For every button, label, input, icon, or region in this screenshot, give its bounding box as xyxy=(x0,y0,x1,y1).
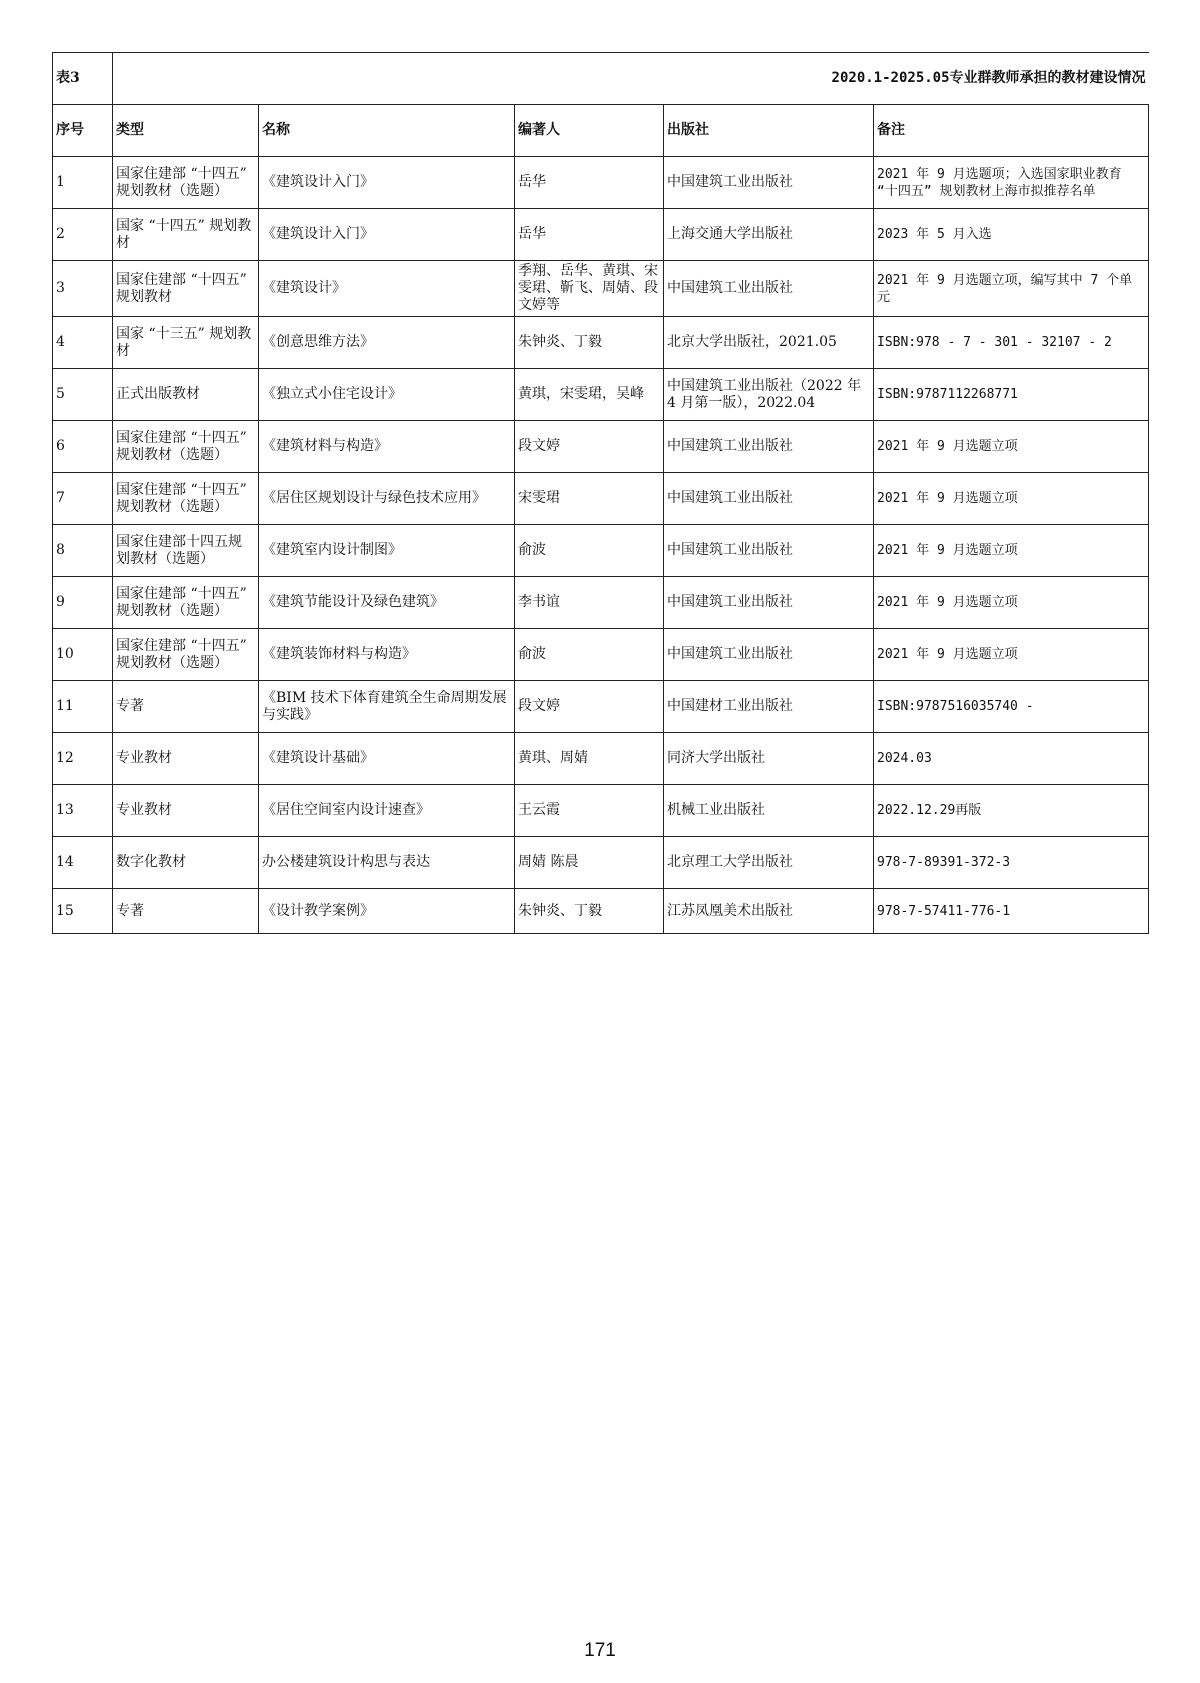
table-label: 表3 xyxy=(53,53,113,105)
cell-name: 《建筑材料与构造》 xyxy=(259,421,515,473)
cell-type: 专业教材 xyxy=(113,785,259,837)
page-number: 171 xyxy=(584,1640,616,1661)
cell-index: 3 xyxy=(53,261,113,317)
cell-index: 14 xyxy=(53,837,113,889)
cell-name: 《建筑设计入门》 xyxy=(259,157,515,209)
cell-name: 《建筑设计》 xyxy=(259,261,515,317)
cell-remarks: ISBN:9787112268771 xyxy=(874,369,1149,421)
cell-remarks: 2021 年 9 月选题立项 xyxy=(874,629,1149,681)
cell-type: 正式出版教材 xyxy=(113,369,259,421)
cell-remarks: 2024.03 xyxy=(874,733,1149,785)
cell-type: 专著 xyxy=(113,681,259,733)
header-index: 序号 xyxy=(53,105,113,157)
cell-publisher: 中国建筑工业出版社 xyxy=(664,261,874,317)
table-row xyxy=(53,681,1149,733)
cell-index: 12 xyxy=(53,733,113,785)
cell-publisher: 北京大学出版社，2021.05 xyxy=(664,317,874,369)
cell-author: 俞波 xyxy=(515,629,664,681)
cell-author: 周婧 陈晨 xyxy=(515,837,664,889)
cell-name: 《创意思维方法》 xyxy=(259,317,515,369)
cell-publisher: 中国建筑工业出版社（2022 年 4 月第一版），2022.04 xyxy=(664,369,874,421)
cell-publisher: 机械工业出版社 xyxy=(664,785,874,837)
cell-author: 王云霞 xyxy=(515,785,664,837)
cell-type: 专著 xyxy=(113,889,259,934)
cell-index: 1 xyxy=(53,157,113,209)
cell-author: 黄琪、周婧 xyxy=(515,733,664,785)
cell-name: 《独立式小住宅设计》 xyxy=(259,369,515,421)
cell-remarks: 978-7-57411-776-1 xyxy=(874,889,1149,934)
table-row xyxy=(53,577,1149,629)
cell-type: 国家住建部 “十四五” 规划教材（选题） xyxy=(113,473,259,525)
cell-name: 《建筑装饰材料与构造》 xyxy=(259,629,515,681)
cell-type: 国家 “十三五” 规划教材 xyxy=(113,317,259,369)
cell-type: 国家住建部 “十四五” 规划教材 xyxy=(113,261,259,317)
cell-remarks: ISBN:978 - 7 - 301 - 32107 - 2 xyxy=(874,317,1149,369)
cell-remarks: 2021 年 9 月选题立项 xyxy=(874,525,1149,577)
cell-index: 15 xyxy=(53,889,113,934)
cell-index: 11 xyxy=(53,681,113,733)
table-row xyxy=(53,473,1149,525)
cell-remarks: 2021 年 9 月选题立项，编写其中 7 个单元 xyxy=(874,261,1149,317)
table-row xyxy=(53,629,1149,681)
cell-author: 朱钟炎、丁毅 xyxy=(515,317,664,369)
cell-publisher: 中国建筑工业出版社 xyxy=(664,577,874,629)
cell-publisher: 同济大学出版社 xyxy=(664,733,874,785)
cell-name: 《居住空间室内设计速查》 xyxy=(259,785,515,837)
cell-publisher: 江苏凤凰美术出版社 xyxy=(664,889,874,934)
cell-author: 李书谊 xyxy=(515,577,664,629)
header-name: 名称 xyxy=(259,105,515,157)
cell-type: 国家住建部 “十四五” 规划教材（选题） xyxy=(113,577,259,629)
cell-author: 岳华 xyxy=(515,157,664,209)
cell-publisher: 北京理工大学出版社 xyxy=(664,837,874,889)
cell-remarks: 2021 年 9 月选题立项 xyxy=(874,577,1149,629)
header-author: 编著人 xyxy=(515,105,664,157)
cell-remarks: ISBN:9787516035740 - xyxy=(874,681,1149,733)
cell-index: 4 xyxy=(53,317,113,369)
cell-publisher: 中国建筑工业出版社 xyxy=(664,473,874,525)
header-type: 类型 xyxy=(113,105,259,157)
cell-name: 办公楼建筑设计构思与表达 xyxy=(259,837,515,889)
table-title-row xyxy=(53,53,1149,105)
cell-type: 国家 “十四五” 规划教材 xyxy=(113,209,259,261)
cell-publisher: 中国建筑工业出版社 xyxy=(664,421,874,473)
cell-remarks: 2021 年 9 月选题项；入选国家职业教育 “十四五” 规划教材上海市拟推荐名单 xyxy=(874,157,1149,209)
cell-remarks: 2021 年 9 月选题立项 xyxy=(874,473,1149,525)
cell-author: 岳华 xyxy=(515,209,664,261)
cell-publisher: 上海交通大学出版社 xyxy=(664,209,874,261)
table-caption: 2020.1-2025.05专业群教师承担的教材建设情况 xyxy=(113,53,1149,105)
table-row xyxy=(53,369,1149,421)
table-row xyxy=(53,785,1149,837)
cell-index: 8 xyxy=(53,525,113,577)
cell-type: 国家住建部十四五规划教材（选题） xyxy=(113,525,259,577)
cell-publisher: 中国建筑工业出版社 xyxy=(664,157,874,209)
cell-type: 数字化教材 xyxy=(113,837,259,889)
cell-name: 《设计教学案例》 xyxy=(259,889,515,934)
cell-type: 国家住建部 “十四五” 规划教材（选题） xyxy=(113,421,259,473)
cell-index: 2 xyxy=(53,209,113,261)
cell-remarks: 2021 年 9 月选题立项 xyxy=(874,421,1149,473)
cell-name: 《建筑节能设计及绿色建筑》 xyxy=(259,577,515,629)
cell-author: 段文婷 xyxy=(515,681,664,733)
cell-name: 《建筑设计基础》 xyxy=(259,733,515,785)
cell-index: 5 xyxy=(53,369,113,421)
cell-author: 黄琪，宋雯珺，吴峰 xyxy=(515,369,664,421)
cell-publisher: 中国建筑工业出版社 xyxy=(664,629,874,681)
table-row xyxy=(53,733,1149,785)
header-remarks: 备注 xyxy=(874,105,1149,157)
cell-type: 国家住建部 “十四五” 规划教材（选题） xyxy=(113,629,259,681)
cell-index: 6 xyxy=(53,421,113,473)
table-row xyxy=(53,889,1149,934)
cell-index: 13 xyxy=(53,785,113,837)
cell-type: 专业教材 xyxy=(113,733,259,785)
cell-name: 《建筑室内设计制图》 xyxy=(259,525,515,577)
cell-remarks: 2023 年 5 月入选 xyxy=(874,209,1149,261)
table-row xyxy=(53,421,1149,473)
cell-name: 《居住区规划设计与绿色技术应用》 xyxy=(259,473,515,525)
cell-author: 俞波 xyxy=(515,525,664,577)
cell-author: 季翔、岳华、黄琪、宋雯珺、靳飞、周婧、段文婷等 xyxy=(515,261,664,317)
cell-author: 段文婷 xyxy=(515,421,664,473)
table-row xyxy=(53,209,1149,261)
table-row xyxy=(53,837,1149,889)
cell-name: 《建筑设计入门》 xyxy=(259,209,515,261)
cell-author: 宋雯珺 xyxy=(515,473,664,525)
cell-index: 9 xyxy=(53,577,113,629)
cell-type: 国家住建部 “十四五” 规划教材（选题） xyxy=(113,157,259,209)
table-row xyxy=(53,261,1149,317)
cell-publisher: 中国建材工业出版社 xyxy=(664,681,874,733)
cell-publisher: 中国建筑工业出版社 xyxy=(664,525,874,577)
cell-index: 7 xyxy=(53,473,113,525)
cell-remarks: 2022.12.29再版 xyxy=(874,785,1149,837)
table-row xyxy=(53,317,1149,369)
header-publisher: 出版社 xyxy=(664,105,874,157)
table-header-row xyxy=(53,105,1149,157)
cell-remarks: 978-7-89391-372-3 xyxy=(874,837,1149,889)
cell-name: 《BIM 技术下体育建筑全生命周期发展与实践》 xyxy=(259,681,515,733)
cell-author: 朱钟炎、丁毅 xyxy=(515,889,664,934)
materials-table xyxy=(52,52,1149,934)
table-row xyxy=(53,157,1149,209)
table-row xyxy=(53,525,1149,577)
cell-index: 10 xyxy=(53,629,113,681)
